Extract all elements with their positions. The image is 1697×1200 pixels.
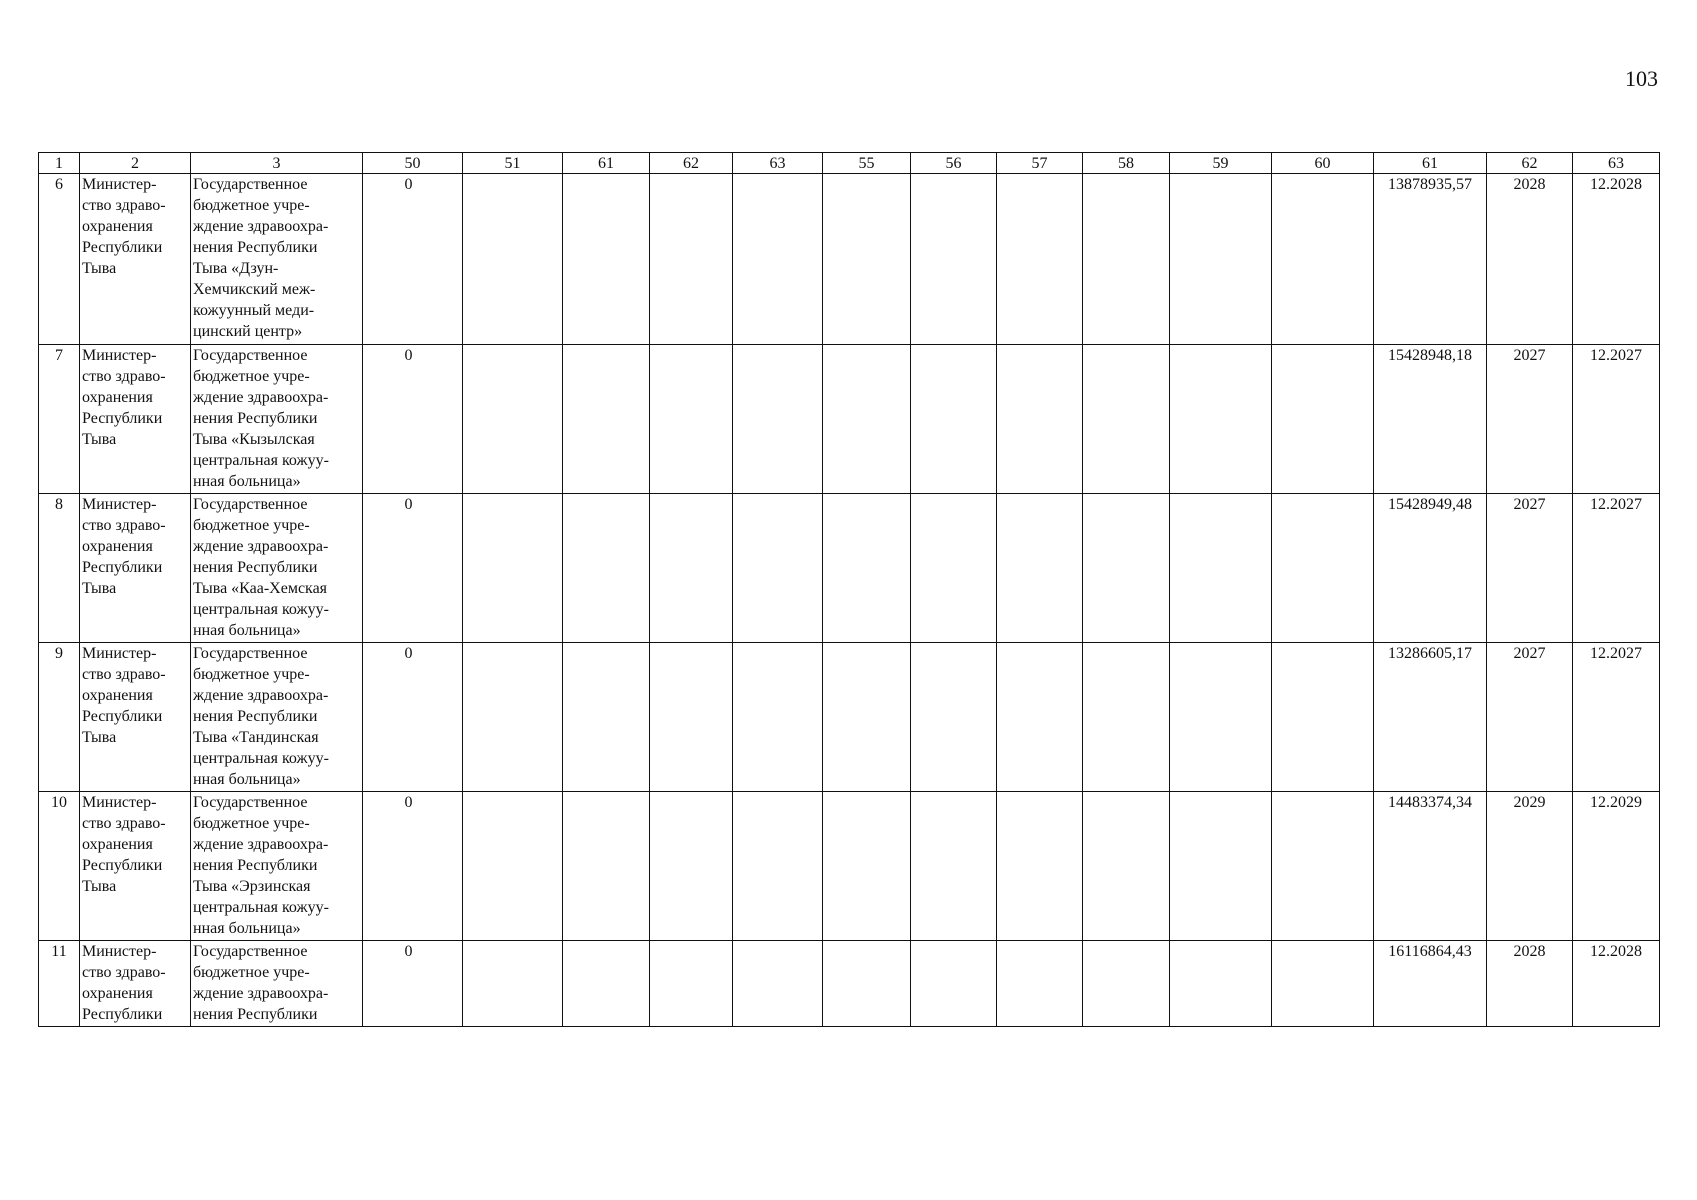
row-number-cell: 7 <box>39 345 80 494</box>
value-cell-50: 0 <box>363 643 463 792</box>
empty-cell <box>463 792 563 941</box>
date-cell: 12.2028 <box>1573 174 1660 345</box>
row-number-cell: 11 <box>39 941 80 1027</box>
empty-cell <box>997 174 1083 345</box>
row-number-cell: 9 <box>39 643 80 792</box>
empty-cell <box>733 174 823 345</box>
empty-cell <box>650 174 733 345</box>
table-row <box>39 345 1660 494</box>
header-cell: 51 <box>463 153 563 174</box>
empty-cell <box>911 792 997 941</box>
empty-cell <box>733 792 823 941</box>
institution-cell: Государственное бюджетное учре- ждение здравоохра- нения Республики Тыва «Тандинская центральная кожуу- нная больница» <box>191 643 363 792</box>
empty-cell <box>997 643 1083 792</box>
row-number-cell: 6 <box>39 174 80 345</box>
empty-cell <box>650 643 733 792</box>
header-cell: 61 <box>1374 153 1487 174</box>
header-cell: 62 <box>650 153 733 174</box>
table-row <box>39 941 1660 1027</box>
date-cell: 12.2028 <box>1573 941 1660 1027</box>
empty-cell <box>1170 792 1272 941</box>
amount-cell: 15428948,18 <box>1374 345 1487 494</box>
header-cell: 57 <box>997 153 1083 174</box>
date-cell: 12.2029 <box>1573 792 1660 941</box>
empty-cell <box>650 792 733 941</box>
organization-cell: Министер- ство здраво- охранения Республики Тыва <box>80 643 191 792</box>
empty-cell <box>911 494 997 643</box>
empty-cell <box>1083 643 1170 792</box>
empty-cell <box>997 345 1083 494</box>
header-cell: 63 <box>1573 153 1660 174</box>
empty-cell <box>1272 345 1374 494</box>
organization-cell: Министер- ство здраво- охранения Республики Тыва <box>80 345 191 494</box>
header-cell: 59 <box>1170 153 1272 174</box>
organization-cell: Министер- ство здраво- охранения Республики Тыва <box>80 494 191 643</box>
value-cell-50: 0 <box>363 941 463 1027</box>
empty-cell <box>650 941 733 1027</box>
empty-cell <box>563 494 650 643</box>
empty-cell <box>650 345 733 494</box>
institution-cell: Государственное бюджетное учре- ждение здравоохра- нения Республики Тыва «Эрзинская центральная кожуу- нная больница» <box>191 792 363 941</box>
empty-cell <box>823 792 911 941</box>
row-number-cell: 10 <box>39 792 80 941</box>
empty-cell <box>563 941 650 1027</box>
date-cell: 12.2027 <box>1573 345 1660 494</box>
empty-cell <box>563 643 650 792</box>
header-cell: 60 <box>1272 153 1374 174</box>
header-cell: 56 <box>911 153 997 174</box>
year-cell: 2027 <box>1487 345 1573 494</box>
institution-cell: Государственное бюджетное учре- ждение здравоохра- нения Республики Тыва «Дзун- Хемчикский меж- кожуунный меди- цинский центр» <box>191 174 363 345</box>
table-row <box>39 174 1660 345</box>
empty-cell <box>823 345 911 494</box>
amount-cell: 15428949,48 <box>1374 494 1487 643</box>
data-table <box>38 152 1660 1027</box>
empty-cell <box>911 643 997 792</box>
empty-cell <box>911 345 997 494</box>
institution-cell: Государственное бюджетное учре- ждение здравоохра- нения Республики Тыва «Кызылская центральная кожуу- нная больница» <box>191 345 363 494</box>
value-cell-50: 0 <box>363 792 463 941</box>
organization-cell: Министер- ство здраво- охранения Республики <box>80 941 191 1027</box>
date-cell: 12.2027 <box>1573 643 1660 792</box>
table-header-row <box>39 153 1660 174</box>
header-cell: 1 <box>39 153 80 174</box>
empty-cell <box>997 494 1083 643</box>
year-cell: 2027 <box>1487 643 1573 792</box>
empty-cell <box>1272 494 1374 643</box>
empty-cell <box>1083 941 1170 1027</box>
empty-cell <box>463 174 563 345</box>
organization-cell: Министер- ство здраво- охранения Республики Тыва <box>80 174 191 345</box>
empty-cell <box>1272 792 1374 941</box>
empty-cell <box>997 792 1083 941</box>
empty-cell <box>733 345 823 494</box>
amount-cell: 16116864,43 <box>1374 941 1487 1027</box>
empty-cell <box>733 494 823 643</box>
value-cell-50: 0 <box>363 345 463 494</box>
year-cell: 2028 <box>1487 941 1573 1027</box>
year-cell: 2029 <box>1487 792 1573 941</box>
empty-cell <box>823 494 911 643</box>
empty-cell <box>733 643 823 792</box>
empty-cell <box>650 494 733 643</box>
empty-cell <box>1083 792 1170 941</box>
empty-cell <box>911 174 997 345</box>
header-cell: 3 <box>191 153 363 174</box>
row-number-cell: 8 <box>39 494 80 643</box>
organization-cell: Министер- ство здраво- охранения Республики Тыва <box>80 792 191 941</box>
empty-cell <box>1170 494 1272 643</box>
empty-cell <box>1170 345 1272 494</box>
amount-cell: 13878935,57 <box>1374 174 1487 345</box>
empty-cell <box>1272 174 1374 345</box>
empty-cell <box>1170 174 1272 345</box>
empty-cell <box>823 643 911 792</box>
empty-cell <box>1170 941 1272 1027</box>
table-row <box>39 643 1660 792</box>
empty-cell <box>563 792 650 941</box>
empty-cell <box>1170 643 1272 792</box>
empty-cell <box>563 345 650 494</box>
table-row <box>39 494 1660 643</box>
value-cell-50: 0 <box>363 494 463 643</box>
empty-cell <box>1083 174 1170 345</box>
empty-cell <box>463 345 563 494</box>
empty-cell <box>1083 345 1170 494</box>
header-cell: 61 <box>563 153 650 174</box>
empty-cell <box>997 941 1083 1027</box>
empty-cell <box>911 941 997 1027</box>
year-cell: 2027 <box>1487 494 1573 643</box>
value-cell-50: 0 <box>363 174 463 345</box>
header-cell: 55 <box>823 153 911 174</box>
header-cell: 58 <box>1083 153 1170 174</box>
institution-cell: Государственное бюджетное учре- ждение здравоохра- нения Республики <box>191 941 363 1027</box>
empty-cell <box>1272 941 1374 1027</box>
empty-cell <box>463 941 563 1027</box>
empty-cell <box>563 174 650 345</box>
empty-cell <box>1083 494 1170 643</box>
amount-cell: 13286605,17 <box>1374 643 1487 792</box>
empty-cell <box>733 941 823 1027</box>
header-cell: 50 <box>363 153 463 174</box>
date-cell: 12.2027 <box>1573 494 1660 643</box>
empty-cell <box>463 494 563 643</box>
institution-cell: Государственное бюджетное учре- ждение здравоохра- нения Республики Тыва «Каа-Хемская центральная кожуу- нная больница» <box>191 494 363 643</box>
empty-cell <box>823 941 911 1027</box>
empty-cell <box>463 643 563 792</box>
amount-cell: 14483374,34 <box>1374 792 1487 941</box>
header-cell: 2 <box>80 153 191 174</box>
header-cell: 63 <box>733 153 823 174</box>
header-cell: 62 <box>1487 153 1573 174</box>
page-number: 103 <box>1625 66 1658 91</box>
table-row <box>39 792 1660 941</box>
year-cell: 2028 <box>1487 174 1573 345</box>
empty-cell <box>823 174 911 345</box>
empty-cell <box>1272 643 1374 792</box>
